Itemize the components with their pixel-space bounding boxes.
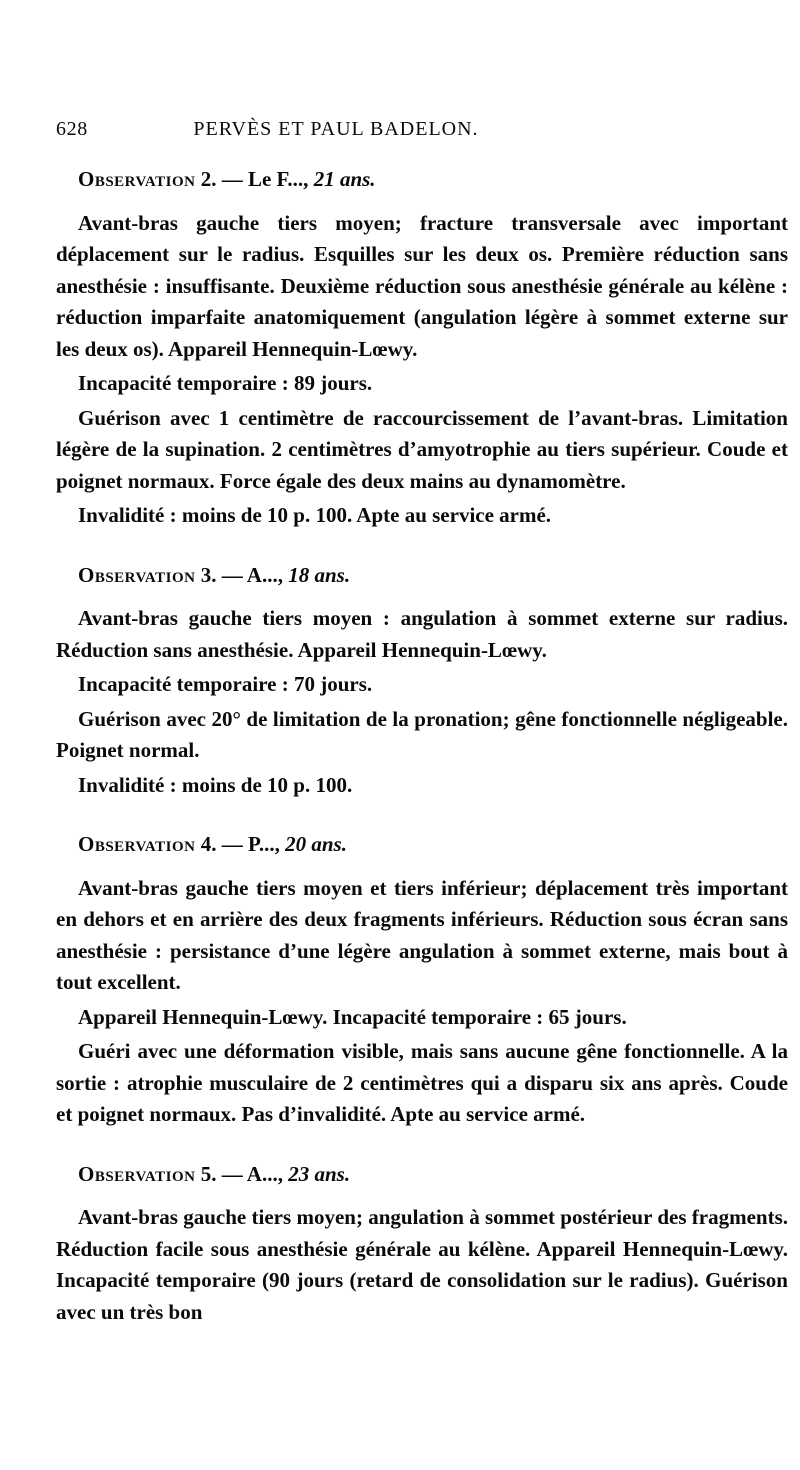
paragraph: Incapacité temporaire : 89 jours. [78, 371, 373, 395]
patient-name: P..., [247, 832, 280, 856]
observation-label: Observation [78, 562, 196, 587]
observation-label: Observation [78, 1161, 196, 1186]
patient-age: 18 ans. [288, 562, 351, 587]
patient-name: A..., [246, 1161, 283, 1186]
observation-label: Observation [78, 167, 196, 191]
running-title: PERVÈS ET PAUL BADELON. [193, 118, 479, 140]
page-number: 628 [56, 118, 88, 140]
observation-2 [56, 164, 788, 532]
observation-heading [56, 164, 788, 196]
observation-heading [56, 829, 788, 861]
patient-age: 21 ans. [313, 167, 376, 191]
paragraph: Invalidité : moins de 10 p. 100. [78, 772, 353, 797]
running-header [56, 118, 788, 148]
observation-4 [56, 829, 788, 1131]
paragraph: Avant-bras gauche tiers moyen; angulation à sommet postérieur des fragments. Réduction facile sous anesthésie générale au kélène. Appareil Hennequin-Lœwy. Incapacité temporaire (90 jours (retard de consolidation sur le radius). Guérison avec un très bon [56, 1205, 788, 1324]
observation-number: 4. [200, 832, 217, 856]
body-text [56, 164, 788, 1356]
patient-age: 23 ans. [288, 1161, 351, 1186]
paragraph: Avant-bras gauche tiers moyen : angulation à sommet externe sur radius. Réduction sans anesthésie. Appareil Hennequin-Lœwy. [56, 606, 788, 662]
observation-dash: — [216, 562, 247, 587]
paragraph: Guérison avec 1 centimètre de raccourcissement de l’avant-bras. Limitation légère de la supination. 2 centimètres d’amyotrophie au tiers supérieur. Coude et poignet normaux. Force égale des deux mains au dynamomètre. [56, 405, 788, 493]
observation-dash: — [216, 832, 248, 856]
observation-number: 5. [200, 1161, 217, 1186]
paragraph: Guéri avec une déformation visible, mais sans aucune gêne fonctionnelle. A la sortie : atrophie musculaire de 2 centimètres qui a disparu six ans après. Coude et poignet normaux. Pas d’invalidité. Apte au service armé. [56, 1039, 788, 1126]
observation-heading [56, 560, 788, 592]
paragraph: Invalidité : moins de 10 p. 100. Apte au service armé. [78, 503, 552, 527]
observation-5 [56, 1159, 788, 1329]
document-page [56, 0, 788, 1470]
paragraph: Guérison avec 20° de limitation de la pronation; gêne fonctionnelle négligeable. Poignet normal. [56, 706, 788, 762]
observation-number: 2. [200, 167, 217, 191]
paragraph: Avant-bras gauche tiers moyen et tiers inférieur; déplacement très important en dehors et en arrière des deux fragments inférieurs. Réduction sous écran sans anesthésie : persistance d’une légère angulation à sommet externe, mais bout à tout excellent. [56, 875, 788, 994]
observation-number: 3. [200, 562, 217, 587]
observation-heading [56, 1159, 788, 1191]
patient-name: Le F..., [247, 167, 309, 191]
patient-name: A..., [246, 562, 283, 587]
observation-3 [56, 560, 788, 802]
paragraph: Avant-bras gauche tiers moyen; fracture transversale avec important déplacement sur le radius. Esquilles sur les deux os. Première réduction sans anesthésie : insuffisante. Deuxième réduction sous anesthésie générale au kélène : réduction imparfaite anatomiquement (angulation légère à sommet externe sur les deux os). Appareil Hennequin-Lœwy. [56, 210, 788, 361]
observation-dash: — [216, 167, 248, 191]
paragraph: Appareil Hennequin-Lœwy. Incapacité temporaire : 65 jours. [78, 1004, 627, 1029]
observation-dash: — [216, 1161, 247, 1186]
paragraph: Incapacité temporaire : 70 jours. [78, 672, 373, 696]
patient-age: 20 ans. [285, 832, 347, 856]
observation-label: Observation [78, 832, 196, 856]
